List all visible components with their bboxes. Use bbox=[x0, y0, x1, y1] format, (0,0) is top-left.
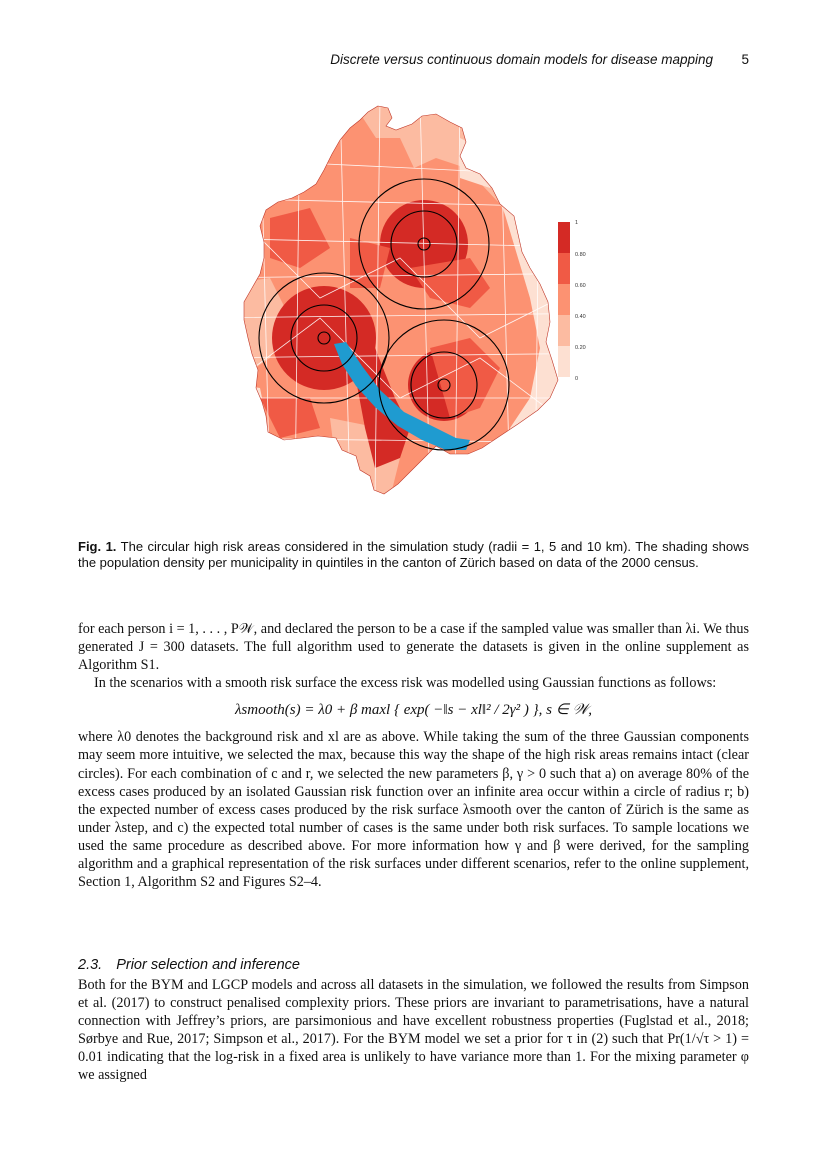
legend-label: 0 bbox=[575, 376, 579, 382]
running-header bbox=[78, 52, 749, 72]
legend-q1 bbox=[558, 346, 570, 377]
paragraph-3: where λ0 denotes the background risk and xl are as above. While taking the sum of the three Gaussian components may seem more intuitive, we selected the max, because this way the shape of the high risk areas remains intact (clear circles). For each combination of c and r, we selected the new parameters β, γ > 0 such that a) on average 80% of the excess cases produced by an isolated Gaussian risk function over an infinite area occur within a circle of radius r; b) the expected number of excess cases produced by the risk surface λsmooth over the canton of Zürich is the same as under λstep, and c) the expected total number of cases is the same under both risk surfaces. To sample locations we used the same procedure as described above. For more information how γ and β were derived, for the sampling algorithm and a graphical representation of the risk surfaces under different scenarios, refer to the online supplement, Section 1, Algorithm S2 and Figures S2–4. bbox=[78, 729, 749, 891]
legend-label: 0.20 bbox=[575, 345, 586, 351]
page-number: 5 bbox=[741, 52, 749, 67]
section-body bbox=[78, 976, 749, 1085]
figure-caption bbox=[78, 539, 749, 572]
figure-map bbox=[200, 98, 620, 498]
legend-q2 bbox=[558, 315, 570, 346]
canton-map bbox=[200, 98, 620, 498]
legend bbox=[558, 220, 586, 382]
legend-label: 1 bbox=[575, 220, 579, 226]
section-paragraph: Both for the BYM and LGCP models and across all datasets in the simulation, we followed the results from Simpson et al. (2017) to construct penalised complexity priors. These priors are invariant to parametrisations, have a natural connection with Jeffrey’s priors, are parsimonious and have excellent robustness properties (Fuglstad et al., 2018; Sørbye and Rue, 2017; Simpson et al., 2017). For the BYM model we set a prior for τ in (2) such that Pr(1/√τ > 1) = 0.01 indicating that the log-risk in a fixed area is unlikely to have variance more than 1. For the mixing parameter φ we assigned bbox=[78, 977, 749, 1084]
caption-label: Fig. 1. bbox=[78, 539, 117, 554]
legend-label: 0.40 bbox=[575, 314, 586, 320]
paragraph-2: In the scenarios with a smooth risk surface the excess risk was modelled using Gaussian functions as follows: bbox=[94, 675, 717, 692]
legend-q5 bbox=[558, 222, 570, 253]
equation-smooth: λsmooth(s) = λ0 + β maxl { exp( −‖s − xl‖² / 2γ² ) }, s ∈ 𝒲, bbox=[234, 702, 593, 719]
legend-q4 bbox=[558, 253, 570, 284]
section-title: Prior selection and inference bbox=[116, 957, 300, 973]
legend-label: 0.60 bbox=[575, 283, 586, 289]
paragraph-1: for each person i = 1, . . . , P𝒲, and declared the person to be a case if the sampled value was smaller than λi. We thus generated J = 300 datasets. The full algorithm used to generate the datasets is given in the online supplement as Algorithm S1. bbox=[78, 621, 749, 674]
legend-label: 0.80 bbox=[575, 252, 586, 258]
section-number: 2.3. bbox=[78, 957, 103, 973]
section-heading bbox=[78, 957, 300, 973]
legend-q3 bbox=[558, 284, 570, 315]
municipality-shading bbox=[200, 98, 620, 498]
body-text bbox=[78, 620, 749, 891]
caption-text: The circular high risk areas considered in the simulation study (radii = 1, 5 and 10 km). The shading shows the population density per municipality in quintiles in the canton of Zürich based on data of the 2000 census. bbox=[78, 539, 749, 571]
running-title: Discrete versus continuous domain models for disease mapping bbox=[330, 52, 713, 67]
